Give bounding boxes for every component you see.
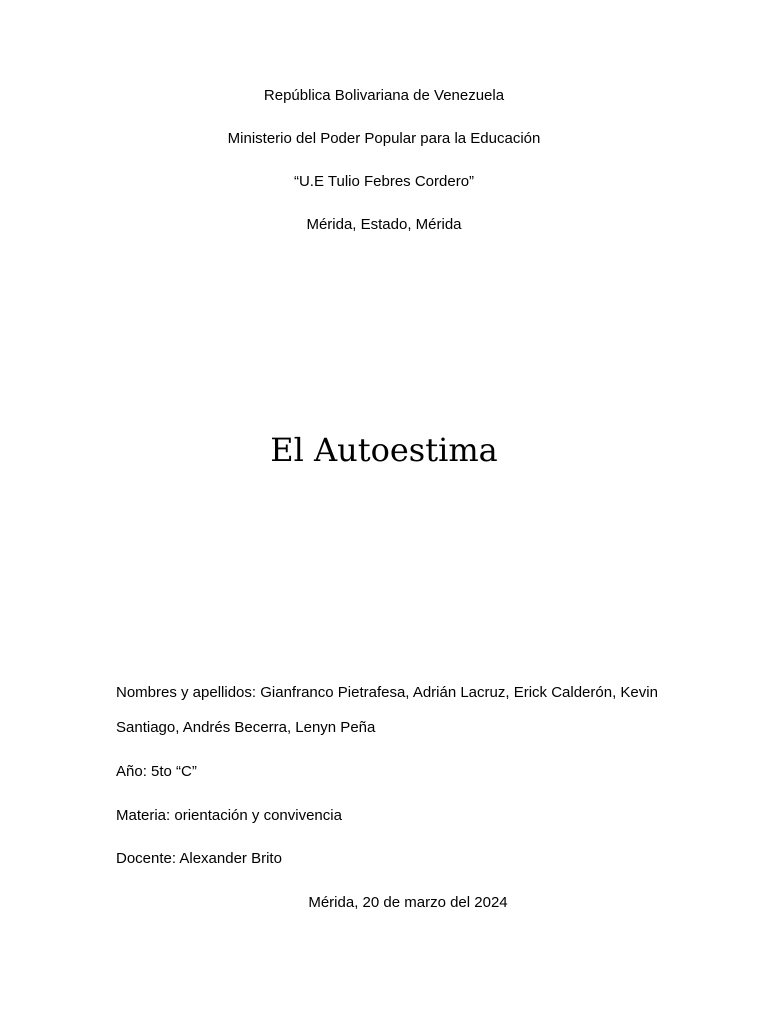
place-date-line: Mérida, 20 de marzo del 2024: [308, 894, 508, 911]
location-line: Mérida, Estado, Mérida: [306, 216, 462, 233]
subject-line: Materia: orientación y convivencia: [116, 807, 342, 824]
school-line: “U.E Tulio Febres Cordero”: [293, 173, 475, 190]
school-year: Año: 5to “C”: [116, 763, 197, 780]
student-names-line-1: Nombres y apellidos: Gianfranco Pietrafesa, Adrián Lacruz, Erick Calderón, Kevin: [116, 684, 658, 701]
teacher-line: Docente: Alexander Brito: [116, 850, 282, 867]
document-title: El Autoestima: [270, 431, 498, 469]
ministry-line: Ministerio del Poder Popular para la Educación: [227, 130, 541, 147]
country-line: República Bolivariana de Venezuela: [263, 87, 505, 104]
student-names-line-2: Santiago, Andrés Becerra, Lenyn Peña: [116, 719, 376, 736]
